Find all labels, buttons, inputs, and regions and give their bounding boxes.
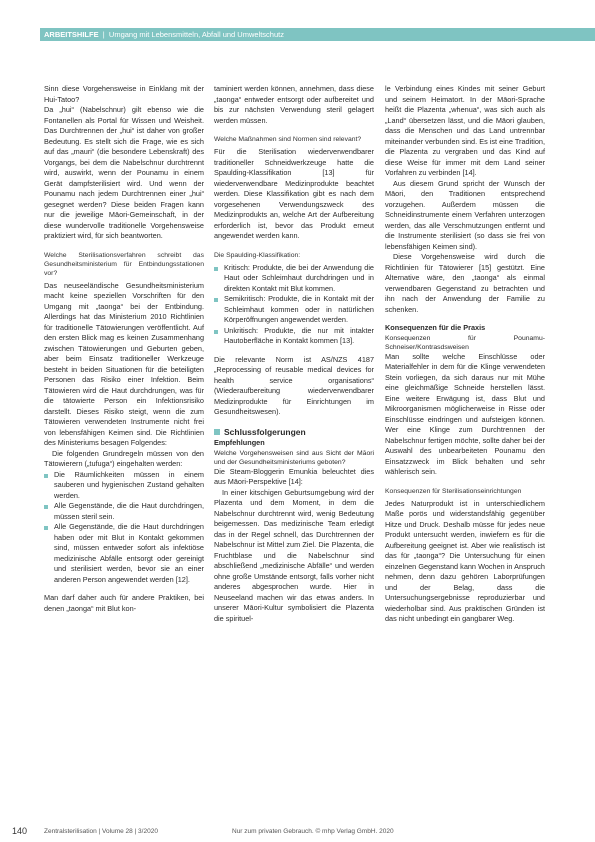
col2-paragraph: taminiert werden können, annehmen, dass diese „taonga“ entweder entsorgt oder aufbereitet und bis zur nächsten Verwendung steril gelagert werden müssen. — [214, 84, 374, 125]
col3-paragraph: Man sollte welche Einschlüsse oder Materialfehler in dem für die Klinge verwendeten Stein vorliegen, da sich daraus nur mit Mühe eine gleichmäßige Schneide herstellen lässt. Eine weitere Erwägung ist, dass Blut und Mikroorganismen möglicherweise in Risse oder Einschlüsse eindringen und aufsteigen können. Wer eine Klinge zum Durchtrennen der Nabelschnur fertigen möchte, sollte daher bei der Auswahl des unbearbeiteten Pounamu den Einsatzzweck im Blick behalten und sehr wählerisch sein. — [385, 351, 545, 476]
col2-paragraph: Die Steam-Bloggerin Emunkia beleuchtet dies aus Māori-Perspektive [14]: — [214, 466, 374, 486]
list-item: Die Räumlichkeiten müssen in einem sauberen und hygienischen Zustand gehalten werden. — [44, 470, 204, 502]
list-item: Unkritisch: Produkte, die nur mit intakter Hautoberfläche in Kontakt kommen [13]. — [214, 326, 374, 347]
section-heading — [214, 427, 374, 438]
list-item: Alle Gegenstände, die die Haut durchdringen haben oder mit Blut in Kontakt gekommen sind, müssen entweder sofort als infektiöse medizinische Abfälle entsorgt oder gereinigt und sterilisiert werden, bevor sie an einer anderen Person angewendet werden [12]. — [44, 522, 204, 585]
col1-paragraph: Sinn diese Vorgehensweise in Einklang mit der Hui-Tatoo? — [44, 84, 204, 104]
col2-bullet-list — [214, 263, 374, 347]
col2-paragraph: In einer kitschigen Geburtsumgebung wird der Plazenta und dem Moment, in dem die Nabelschnur durchtrennt wird, wenig Bedeutung beigemessen. Das medizinische Team erledigt das in der Regel schnell, das Durchtrennen der Nabelschnur ist Mittel zum Ziel. Die Plazenta, die Fruchtblase und die Nabelschnur sind abschließend „medizinische Abfälle“ und werden ohne große Umstände entsorgt, falls vorher nicht anderes abgesprochen wurde. Hier in Neuseeland machen wir das etwas anders. In unserer Māori-Kultur symbolisiert die Plazenta die spirituel- — [214, 487, 374, 623]
col3-paragraph: Jedes Naturprodukt ist in unterschiedlichem Maße porös und widerstandsfähig gegenüber Hitze und Druck. Deshalb müsse für jedes neue Produkt untersucht werden, inwiefern es für die Aufbereitung geeignet ist. Aber wie realistisch ist das für „taonga“? Die Untersuchung für einen einzelnen Gegenstand kann Wochen in Anspruch nehmen, denn dazu gehören Laborprüfungen und der Belag, dass die Untersuchungsergebnisse reproduzierbar und wiederholbar sind. Aus praktischen Gründen ist das nicht unbedingt ein gangbarer Weg. — [385, 498, 545, 623]
column-2 — [214, 84, 374, 624]
list-item: Semikritisch: Produkte, die in Kontakt mit der Schleimhaut kommen oder in natürlichen Körperöffnungen angewendet werden. — [214, 294, 374, 326]
page-number: 140 — [12, 826, 28, 836]
col3-paragraph: le Verbindung eines Kindes mit seiner Geburt und seinem Heimatort. In der Māori-Sprache heißt die Plazenta „whenua“, was sich auch als „Land“ übersetzen lässt, und die Māori glauben, dass die Menschen und das Land untrennbar miteinander verbunden sind. Es ist eine Tradition, die Plazenta zu vergraben und das Kind auf diese Weise für immer mit dem Land seiner Vorfahren zu verbinden [14]. — [385, 84, 545, 177]
col1-bullet-list — [44, 470, 204, 586]
col3-paragraph: Aus diesem Grund spricht der Wunsch der Māori, den Traditionen entsprechend vorzugehen. Außerdem müssen die Schneidinstrumente einem Verfahren unterzogen werden, das alle Verschmutzungen entfernt und die Instrumente sterilisiert (so dass sie frei von lebensfähigen Keimen sind). — [385, 178, 545, 251]
journal-info: Zentralsterilisation | Volume 28 | 3/2020 — [44, 828, 158, 835]
header-section: ARBEITSHILFE — [44, 30, 99, 39]
column-3 — [385, 84, 545, 625]
col1-paragraph: Da „hui“ (Nabelschnur) gilt ebenso wie die Fontanellen als Portal für Wissen und Weisheit. Das Durchtrennen der „hui“ ist daher von großer Bedeutung. Es stellt sich die Frage, wie es sich auf das „mauri“ (die besondere Lebenskraft) des Vorgangs, bei dem die Nabelschnur durchtrennt wird, auswirkt, wenn der Pounamu in einem Gerät dampfsterilisiert wird. Und wenn der Pounamu nach jedem Durchtrennen einer „hui“ gesegnet werden? Diese beiden Fragen kann nur die jeweilige Māori-Gemeinschaft, in der diese wundervolle traditionelle Vorgehensweise praktiziert wird, für sich beantworten. — [44, 105, 204, 240]
page-header — [0, 0, 595, 44]
col2-subheading: Welche Maßnahmen sind Normen sind relevant? — [214, 136, 362, 143]
section-title: Schlussfolgerungen — [224, 426, 306, 437]
copyright-notice: Nur zum privaten Gebrauch. © mhp Verlag GmbH. 2020 — [232, 828, 394, 835]
col3-bold-heading: Konsequenzen für die Praxis — [385, 323, 486, 332]
header-title: Umgang mit Lebensmitteln, Abfall und Umweltschutz — [108, 30, 284, 39]
header-separator: | — [100, 30, 107, 39]
col3-subheading: Konsequenzen für Pounamu-Schneiser/Kontrasdsweisen — [385, 334, 545, 351]
col2-subheading: Die Spaulding-Klassifikation: — [214, 251, 301, 259]
col1-paragraph: Man darf daher auch für andere Praktiken, bei denen „taonga“ mit Blut kon- — [44, 593, 204, 613]
col1-paragraph: Das neuseeländische Gesundheitsministerium macht keine speziellen Vorschriften für den Umgang mit „taonga“ bei der Entbindung. Allerdings hat das Ministerium 2010 Richtlinien für traditionelle Tätowierungen veröffentlicht. Auf den ersten Blick mag es keinen Zusammenhang zwischen Tätowierungen und Geburten geben, aber beim Einsatz traditioneller Werkzeuge besteht in beiden Situationen für die beteiligten Personen das Risiko einer Infektion. Beim Tätowieren wird die Haut durchdrungen, was für die tätowierte Person ein Infektionsrisiko darstellt. Dieses Risiko steigt, wenn die zum Tätowieren verwendeten Instrumente nicht frei von lebensfähigen Keimen sind. Die Richtlinien des Ministeriums besagen Folgendes: — [44, 280, 204, 447]
col1-subheading: Welche Sterilisationsverfahren schreibt das Gesundheitsministerium für Entbindungsstationen vor? — [44, 251, 204, 277]
section-marker-icon — [214, 429, 220, 435]
col3-paragraph: Diese Vorgehensweise wird durch die Richtlinien für Tätowierer [15] gestützt. Eine Alternative wäre, den „taonga“ als einmal verwendbaren Gegenstand zu betrachten und ihn nach der Anwendung der Familie zu schenken. — [385, 252, 545, 314]
col2-bold-heading: Empfehlungen — [214, 438, 265, 447]
col3-subheading: Konsequenzen für Sterilisationseinrichtungen — [385, 487, 522, 495]
col2-paragraph: Die relevante Norm ist AS/NZS 4187 „Reprocessing of reusable medical devices for health service organisations“ (Wiederaufbereitung wiederverwendbarer Medizinprodukte für Einrichtungen im Gesundheitswesen). — [214, 354, 374, 416]
col1-paragraph: Die folgenden Grundregeln müssen von den Tätowierern („tufuga“) eingehalten werden: — [44, 448, 204, 468]
col2-paragraph: Für die Sterilisation wiederverwendbarer traditioneller Schneidwerkzeuge hatte die Spaulding-Klassifikation [13] für wiederverwendbare Medizinprodukte beachtet werden. Diese Klassifikation gibt es nach dem vorgesehenen Verwendungszweck des Medizinprodukts an, welche Art der Aufbereitung erforderlich ist, bevor das Produkt erneut angewendet werden kann. — [214, 147, 374, 240]
list-item: Kritisch: Produkte, die bei der Anwendung die Haut oder Schleimhaut durchdringen und in direkten Kontakt mit Blut kommen. — [214, 263, 374, 295]
list-item: Alle Gegenstände, die die Haut durchdringen, müssen steril sein. — [44, 501, 204, 522]
header-text — [44, 29, 284, 40]
col2-subheading: Welche Vorgehensweisen sind aus Sicht der Māori und der Gesundheitsministeriums geboten? — [214, 449, 374, 466]
column-1 — [44, 84, 204, 614]
